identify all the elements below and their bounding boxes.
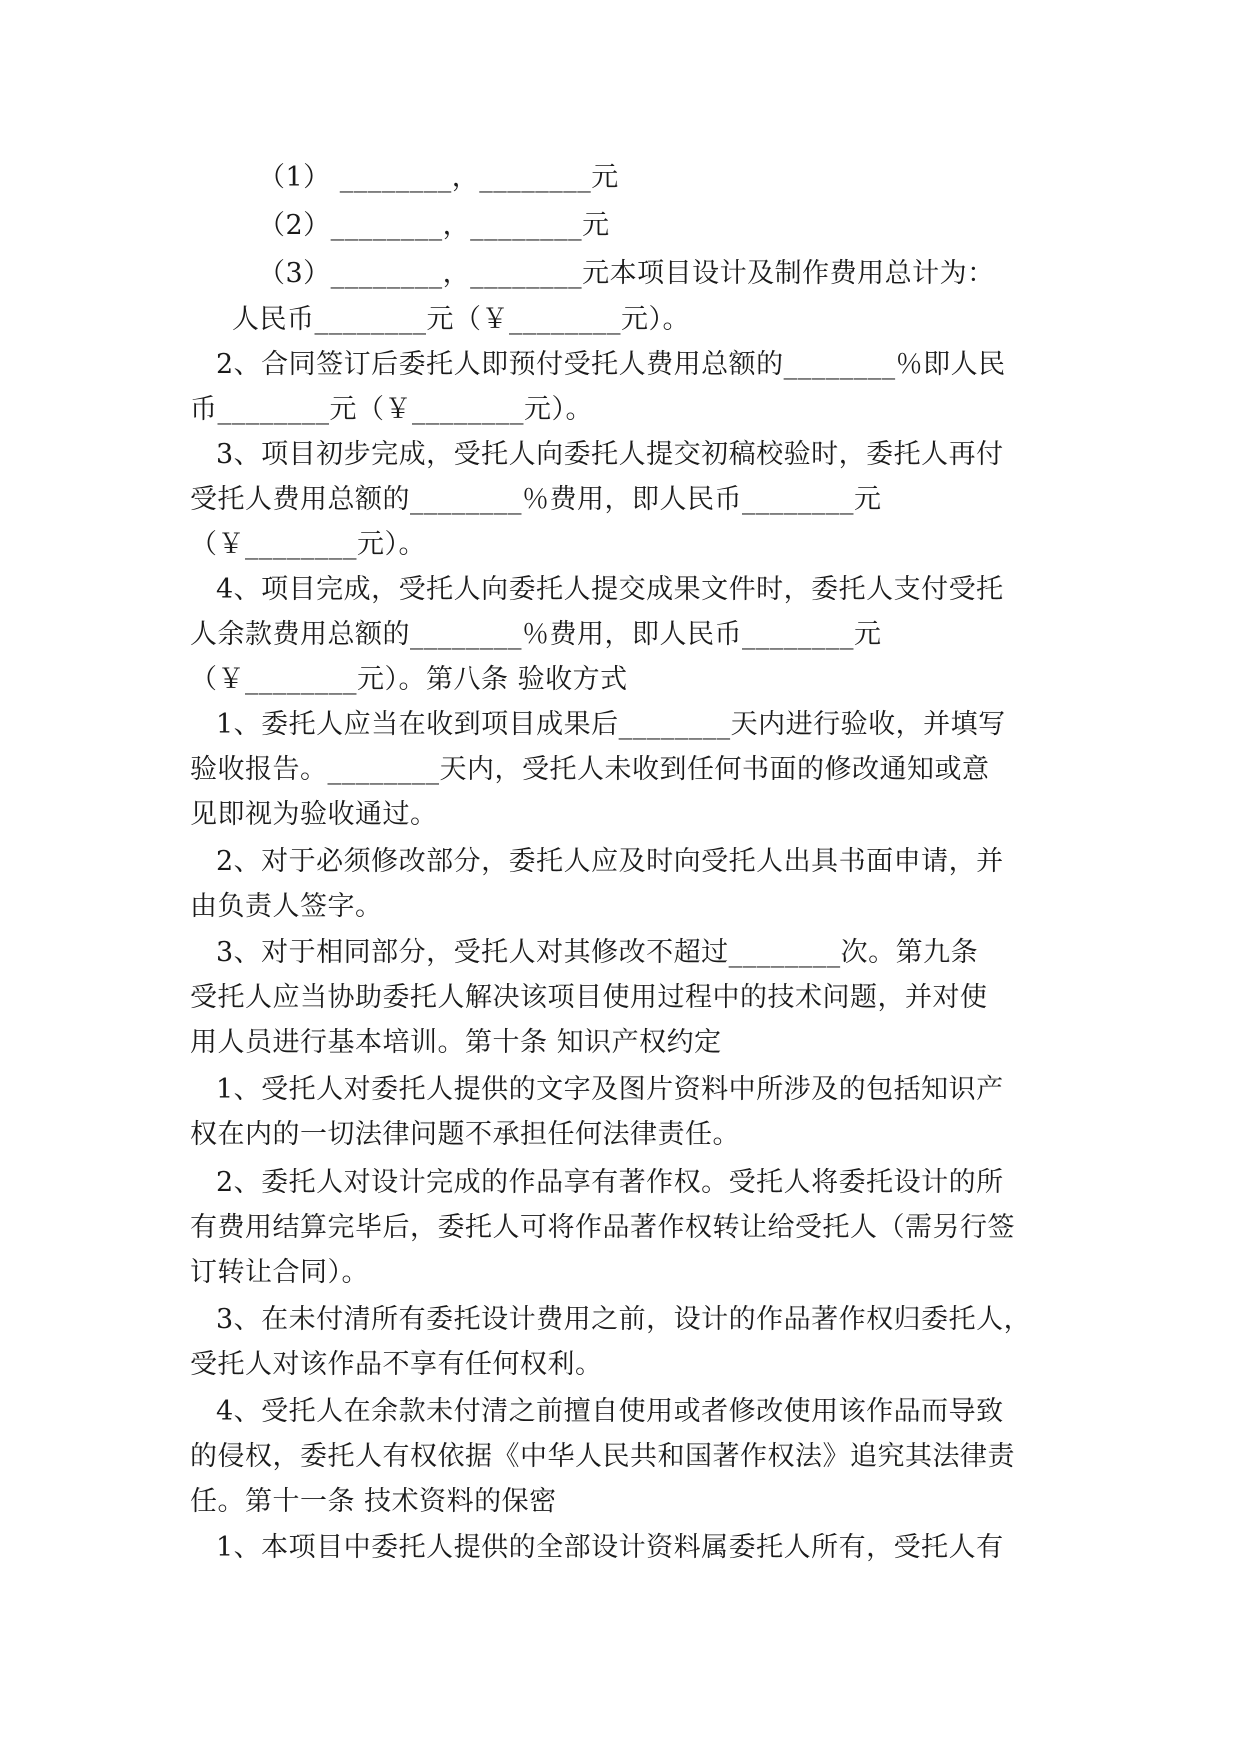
paragraph-line: 见即视为验收通过。: [190, 799, 438, 830]
paragraph-line: 订转让合同）。: [190, 1257, 369, 1288]
paragraph-line: 币________元（￥________元）。: [190, 394, 593, 425]
paragraph-line: 4、项目完成，受托人向委托人提交成果文件时，委托人支付受托: [216, 574, 1004, 605]
paragraph-line: 2、对于必须修改部分，委托人应及时向受托人出具书面申请，并: [216, 846, 1004, 877]
paragraph-line: 3、项目初步完成，受托人向委托人提交初稿校验时，委托人再付: [216, 439, 1004, 470]
paragraph-line: （￥________元）。: [190, 529, 426, 560]
paragraph-line: 2、委托人对设计完成的作品享有著作权。受托人将委托设计的所: [216, 1167, 1004, 1198]
paragraph-line: 受托人对该作品不享有任何权利。: [190, 1349, 603, 1380]
paragraph-line: 受托人费用总额的________％费用，即人民币________元: [190, 484, 882, 515]
fee-item-3: （3）________，________元本项目设计及制作费用总计为：: [258, 258, 995, 289]
paragraph-line: 受托人应当协助委托人解决该项目使用过程中的技术问题，并对使: [190, 982, 988, 1013]
fee-item-2: （2）________，________元: [258, 210, 610, 241]
paragraph-line: 有费用结算完毕后，委托人可将作品著作权转让给受托人（需另行签: [190, 1212, 1015, 1243]
paragraph-line: 用人员进行基本培训。第十条 知识产权约定: [190, 1027, 722, 1058]
paragraph-line: 4、受托人在余款未付清之前擅自使用或者修改使用该作品而导致: [216, 1396, 1004, 1427]
fee-total: 人民币________元（￥________元）。: [232, 304, 690, 335]
paragraph-line: 2、合同签订后委托人即预付受托人费用总额的________％即人民: [216, 349, 1006, 380]
paragraph-line: 由负责人签字。: [190, 891, 383, 922]
paragraph-line: 的侵权，委托人有权依据《中华人民共和国著作权法》追究其法律责: [190, 1441, 1015, 1472]
paragraph-line: 1、受托人对委托人提供的文字及图片资料中所涉及的包括知识产: [216, 1074, 1004, 1105]
paragraph-line: （￥________元）。第八条 验收方式: [190, 664, 628, 695]
paragraph-line: 1、本项目中委托人提供的全部设计资料属委托人所有，受托人有: [216, 1532, 1004, 1563]
paragraph-line: 人余款费用总额的________％费用，即人民币________元: [190, 619, 882, 650]
paragraph-line: 3、对于相同部分，受托人对其修改不超过________次。第九条: [216, 937, 979, 968]
fee-item-1: （1） ________，________元: [258, 162, 619, 193]
paragraph-line: 权在内的一切法律问题不承担任何法律责任。: [190, 1119, 740, 1150]
paragraph-line: 任。第十一条 技术资料的保密: [190, 1486, 557, 1517]
paragraph-line: 1、委托人应当在收到项目成果后________天内进行验收，并填写: [216, 709, 1006, 740]
paragraph-line: 3、在未付清所有委托设计费用之前，设计的作品著作权归委托人，: [216, 1304, 1032, 1335]
paragraph-line: 验收报告。________天内，受托人未收到任何书面的修改通知或意: [190, 754, 990, 785]
